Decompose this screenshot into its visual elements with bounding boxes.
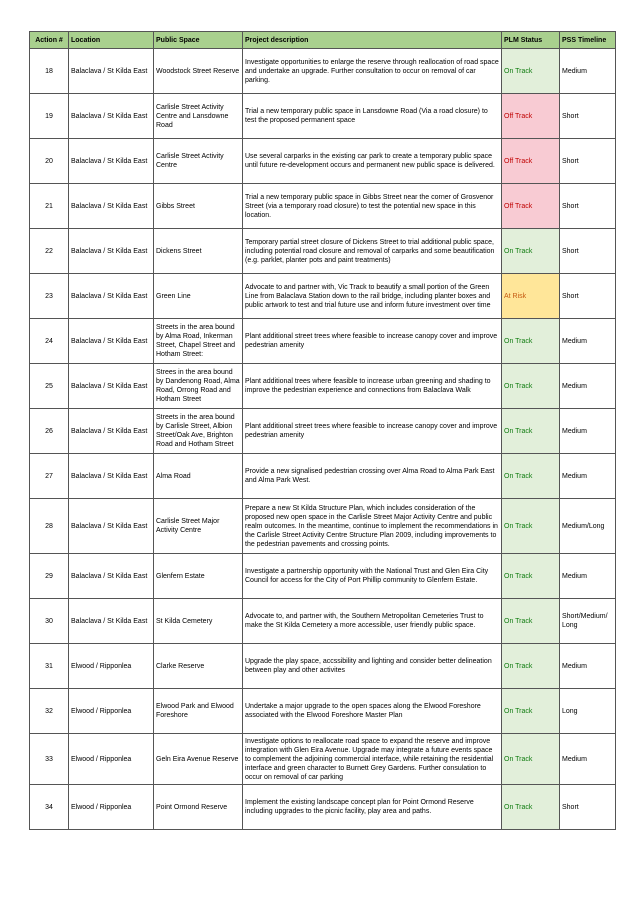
cell-project-description: Undertake a major upgrade to the open spaces along the Elwood Foreshore associated with the Elwood Foreshore Master Plan	[243, 689, 502, 734]
cell-action-number: 20	[30, 139, 69, 184]
cell-action-number: 25	[30, 364, 69, 409]
cell-location: Elwood / Ripponlea	[69, 689, 154, 734]
cell-pss-timeline: Short/Medium/ Long	[560, 599, 616, 644]
table-row	[30, 229, 616, 274]
cell-project-description: Plant additional trees where feasible to increase urban greening and shading to improve the pedestrian experience and connections from Balaclava Walk	[243, 364, 502, 409]
cell-public-space: Green Line	[154, 274, 243, 319]
cell-plm-status: On Track	[502, 785, 560, 830]
cell-project-description: Advocate to and partner with, Vic Track to beautify a small portion of the Green Line from Balaclava Station down to the rail bridge, including planter boxes and public artwork to test and trial future use and inform future investment over time	[243, 274, 502, 319]
action-plan-table	[29, 31, 616, 830]
cell-project-description: Investigate opportunities to enlarge the reserve through reallocation of road space and undertake an upgrade. Further consultation to occur on removal of car parking.	[243, 49, 502, 94]
cell-location: Elwood / Ripponlea	[69, 644, 154, 689]
cell-project-description: Plant additional street trees where feasible to increase canopy cover and improve pedestrian amenity	[243, 409, 502, 454]
cell-project-description: Trial a new temporary public space in Lansdowne Road (Via a road closure) to test the proposed permanent space	[243, 94, 502, 139]
cell-plm-status: Off Track	[502, 139, 560, 184]
table-row	[30, 599, 616, 644]
table-row	[30, 409, 616, 454]
cell-location: Elwood / Ripponlea	[69, 734, 154, 785]
cell-pss-timeline: Medium	[560, 319, 616, 364]
cell-action-number: 22	[30, 229, 69, 274]
cell-pss-timeline: Medium/Long	[560, 499, 616, 554]
cell-plm-status: Off Track	[502, 94, 560, 139]
cell-location: Balaclava / St Kilda East	[69, 139, 154, 184]
cell-location: Balaclava / St Kilda East	[69, 364, 154, 409]
cell-location: Balaclava / St Kilda East	[69, 94, 154, 139]
cell-public-space: Glenfern Estate	[154, 554, 243, 599]
table-row	[30, 689, 616, 734]
cell-public-space: Elwood Park and Elwood Foreshore	[154, 689, 243, 734]
header-pss-timeline: PSS Timeline	[560, 32, 616, 49]
cell-pss-timeline: Medium	[560, 644, 616, 689]
cell-action-number: 33	[30, 734, 69, 785]
table-row	[30, 319, 616, 364]
table-row	[30, 499, 616, 554]
table-row	[30, 274, 616, 319]
table-row	[30, 785, 616, 830]
cell-project-description: Implement the existing landscape concept plan for Point Ormond Reserve including upgrades to the picnic facility, play area and paths.	[243, 785, 502, 830]
cell-action-number: 24	[30, 319, 69, 364]
cell-plm-status: On Track	[502, 554, 560, 599]
cell-project-description: Plant additional street trees where feasible to increase canopy cover and improve pedestrian amenity	[243, 319, 502, 364]
cell-action-number: 19	[30, 94, 69, 139]
cell-pss-timeline: Medium	[560, 734, 616, 785]
cell-project-description: Provide a new signalised pedestrian crossing over Alma Road to Alma Park East and Alma Park West.	[243, 454, 502, 499]
cell-public-space: St Kilda Cemetery	[154, 599, 243, 644]
table-row	[30, 139, 616, 184]
cell-public-space: Dickens Street	[154, 229, 243, 274]
cell-action-number: 23	[30, 274, 69, 319]
cell-plm-status: On Track	[502, 599, 560, 644]
cell-location: Balaclava / St Kilda East	[69, 184, 154, 229]
table-row	[30, 94, 616, 139]
cell-public-space: Carlisle Street Activity Centre	[154, 139, 243, 184]
cell-public-space: Alma Road	[154, 454, 243, 499]
cell-pss-timeline: Long	[560, 689, 616, 734]
cell-location: Balaclava / St Kilda East	[69, 554, 154, 599]
cell-plm-status: On Track	[502, 499, 560, 554]
header-location: Location	[69, 32, 154, 49]
cell-location: Balaclava / St Kilda East	[69, 49, 154, 94]
cell-project-description: Investigate options to reallocate road space to expand the reserve and improve integration with Glen Eira Avenue. Upgrade may integrate a future events space to complement the adjoining commercial interface, while retaining the residential interface and green character to Burnett Grey Gardens. Further consulation to occur on removal of car parking	[243, 734, 502, 785]
cell-plm-status: On Track	[502, 454, 560, 499]
cell-pss-timeline: Short	[560, 274, 616, 319]
cell-plm-status: On Track	[502, 409, 560, 454]
cell-public-space: Woodstock Street Reserve	[154, 49, 243, 94]
cell-pss-timeline: Medium	[560, 364, 616, 409]
cell-public-space: Gibbs Street	[154, 184, 243, 229]
table-row	[30, 644, 616, 689]
cell-action-number: 27	[30, 454, 69, 499]
cell-project-description: Prepare a new St Kilda Structure Plan, which includes consideration of the proposed new open space in the Carlisle Street Major Activity Centre and public realm outcomes. In the meantime, continue to implement the recommendations in the Carlisle Street Activity Centre Structure Plan 2009, including improvements to the pedestrian pavements and crossing points.	[243, 499, 502, 554]
cell-action-number: 31	[30, 644, 69, 689]
table-row	[30, 554, 616, 599]
cell-action-number: 18	[30, 49, 69, 94]
cell-project-description: Upgrade the play space, accssibility and lighting and consider better delineation between play and other activites	[243, 644, 502, 689]
cell-action-number: 29	[30, 554, 69, 599]
table-row	[30, 364, 616, 409]
cell-pss-timeline: Short	[560, 229, 616, 274]
cell-plm-status: On Track	[502, 319, 560, 364]
table-header-row	[30, 32, 616, 49]
cell-project-description: Advocate to, and partner with, the Southern Metropolitan Cemeteries Trust to make the St Kilda Cemetery a more accessible, user friendly public space.	[243, 599, 502, 644]
cell-plm-status: On Track	[502, 49, 560, 94]
cell-action-number: 32	[30, 689, 69, 734]
cell-public-space: Carlisle Street Major Activity Centre	[154, 499, 243, 554]
table-row	[30, 734, 616, 785]
cell-action-number: 28	[30, 499, 69, 554]
cell-plm-status: On Track	[502, 689, 560, 734]
cell-public-space: Streets in the area bound by Carlisle Street, Albion Street/Oak Ave, Brighton Road and Hotham Street	[154, 409, 243, 454]
cell-public-space: Streets in the area bound by Alma Road, Inkerman Street, Chapel Street and Hotham Street:	[154, 319, 243, 364]
cell-project-description: Temporary partial street closure of Dickens Street to trial additional public space, including potential road closure and removal of carparks and some beautification (e.g. parklet, planter pots and paint treatments)	[243, 229, 502, 274]
cell-public-space: Geln Eira Avenue Reserve	[154, 734, 243, 785]
cell-plm-status: Off Track	[502, 184, 560, 229]
table-row	[30, 454, 616, 499]
cell-pss-timeline: Medium	[560, 409, 616, 454]
cell-public-space: Clarke Reserve	[154, 644, 243, 689]
cell-location: Balaclava / St Kilda East	[69, 229, 154, 274]
cell-public-space: Strees in the area bound by Dandenong Road, Alma Road, Orrong Road and Hotham Street	[154, 364, 243, 409]
cell-plm-status: On Track	[502, 644, 560, 689]
cell-location: Balaclava / St Kilda East	[69, 274, 154, 319]
cell-pss-timeline: Medium	[560, 49, 616, 94]
cell-action-number: 34	[30, 785, 69, 830]
cell-location: Balaclava / St Kilda East	[69, 454, 154, 499]
cell-location: Balaclava / St Kilda East	[69, 409, 154, 454]
cell-pss-timeline: Medium	[560, 454, 616, 499]
cell-location: Balaclava / St Kilda East	[69, 599, 154, 644]
cell-project-description: Trial a new temporary public space in Gibbs Street near the corner of Grosvenor Street (via a temporary road closure) to test the potential new space in this location.	[243, 184, 502, 229]
cell-location: Balaclava / St Kilda East	[69, 319, 154, 364]
header-plm-status: PLM Status	[502, 32, 560, 49]
table-row	[30, 184, 616, 229]
cell-public-space: Point Ormond Reserve	[154, 785, 243, 830]
cell-project-description: Investigate a partnership opportunity with the National Trust and Glen Eira City Council for access for the City of Port Phillip community to Glenfern Estate.	[243, 554, 502, 599]
cell-action-number: 26	[30, 409, 69, 454]
cell-action-number: 30	[30, 599, 69, 644]
cell-plm-status: On Track	[502, 229, 560, 274]
cell-location: Balaclava / St Kilda East	[69, 499, 154, 554]
header-public-space: Public Space	[154, 32, 243, 49]
cell-location: Elwood / Ripponlea	[69, 785, 154, 830]
cell-pss-timeline: Short	[560, 139, 616, 184]
cell-project-description: Use several carparks in the existing car park to create a temporary public space until future re-development occurs and permanent new public space is delivered.	[243, 139, 502, 184]
cell-pss-timeline: Medium	[560, 554, 616, 599]
cell-plm-status: At Risk	[502, 274, 560, 319]
cell-pss-timeline: Short	[560, 94, 616, 139]
header-project-description: Project description	[243, 32, 502, 49]
cell-action-number: 21	[30, 184, 69, 229]
cell-plm-status: On Track	[502, 364, 560, 409]
cell-pss-timeline: Short	[560, 184, 616, 229]
cell-public-space: Carlisle Street Activity Centre and Lansdowne Road	[154, 94, 243, 139]
header-action-number: Action #	[30, 32, 69, 49]
cell-pss-timeline: Short	[560, 785, 616, 830]
table-row	[30, 49, 616, 94]
cell-plm-status: On Track	[502, 734, 560, 785]
